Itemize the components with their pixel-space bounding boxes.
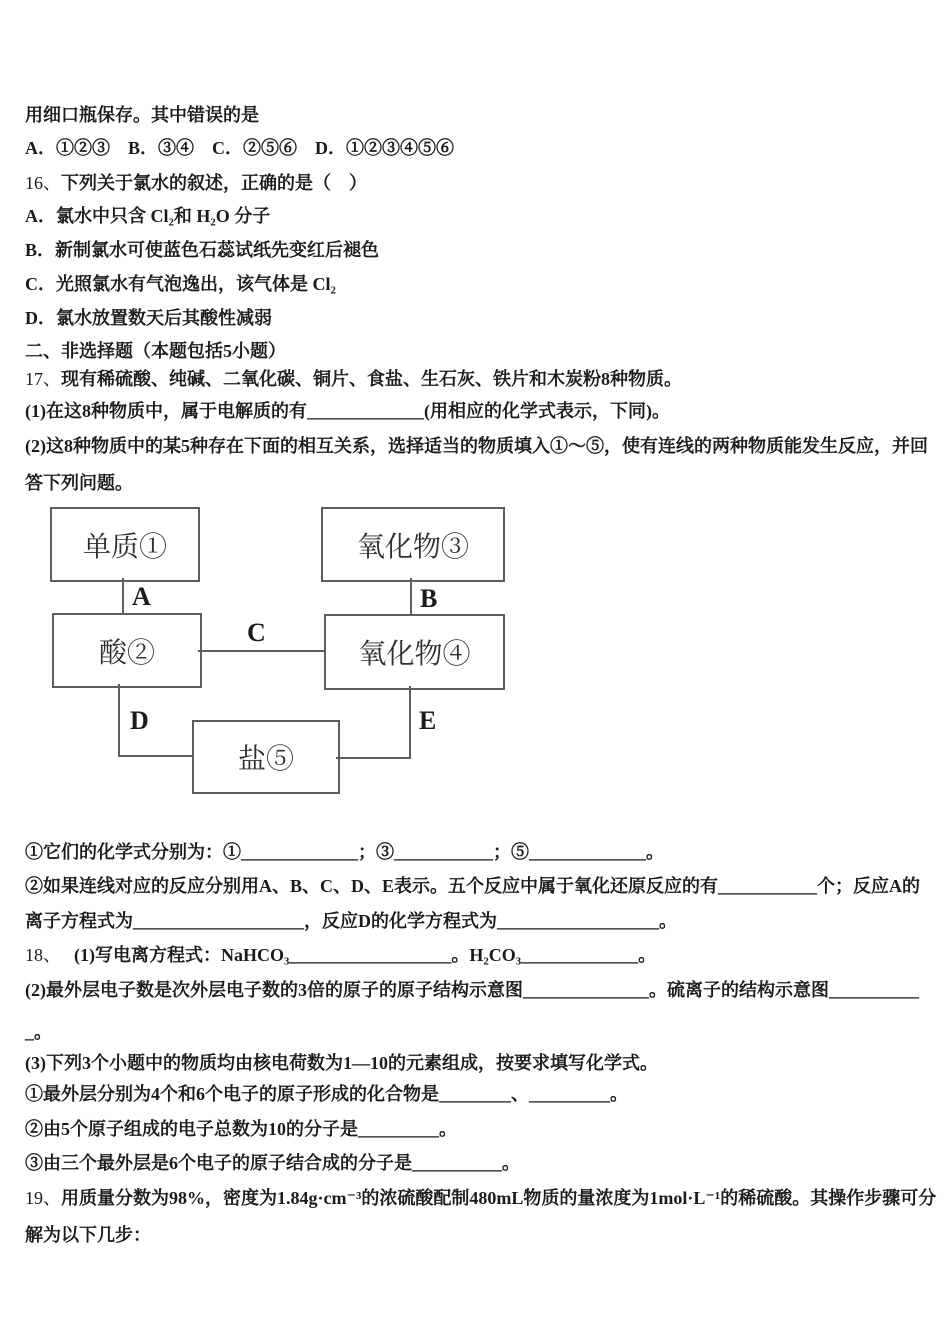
line-q19-stem: [25, 1186, 936, 1210]
diagram-box-salt-5: [192, 720, 340, 794]
question-16-number: 16、: [25, 173, 61, 193]
connector-line-a: [122, 578, 124, 614]
line-q18-part3-sub1: ①最外层分别为4个和6个电子的原子形成的化合物是________、_________。: [25, 1084, 628, 1104]
question-19-number: 19、: [25, 1188, 61, 1208]
line-q18-part3-sub3: ③由三个最外层是6个电子的原子结合成的分子是__________。: [25, 1153, 520, 1173]
question-18-text: (1)写电离方程式：NaHCO₃__________________。H₂CO₃_____________。: [74, 945, 657, 965]
diagram-box-acid-2: [52, 613, 202, 688]
connector-label-b: B: [420, 584, 438, 613]
line-preserve-statement: 用细口瓶保存。其中错误的是: [25, 105, 259, 125]
connector-label-d: D: [130, 706, 149, 735]
line-q17-part2: (2)这8种物质中的某5种存在下面的相互关系，选择适当的物质填入①～⑤，使有连线的两种物质能发生反应，并回: [25, 436, 928, 456]
question-17-text: 现有稀硫酸、纯碱、二氧化碳、铜片、食盐、生石灰、铁片和木炭粉8种物质。: [61, 369, 682, 389]
line-q18-part1: [25, 943, 656, 967]
line-q18-part3-sub2: ②由5个原子组成的电子总数为10的分子是_________。: [25, 1119, 457, 1139]
line-q16-option-d: D．氯水放置数天后其酸性减弱: [25, 308, 272, 328]
line-q17-stem: [25, 367, 682, 391]
connector-line-b: [410, 578, 412, 615]
connector-line-d-horizontal: [118, 755, 194, 757]
line-q17-part1: (1)在这8种物质中，属于电解质的有_____________(用相应的化学式表示，下同)。: [25, 401, 670, 421]
diagram-box-element-1: [50, 507, 200, 582]
question-18-number: 18、: [25, 945, 61, 965]
diagram-box-oxide-4-label: 氧化物④: [358, 639, 471, 670]
line-q17-sub1: ①它们的化学式分别为：①_____________；③___________；⑤_____________。: [25, 842, 664, 862]
diagram-box-salt-5-label: 盐⑤: [237, 744, 294, 775]
question-19-text: 用质量分数为98%，密度为1.84g·cm⁻³的浓硫酸配制480mL物质的量浓度为1mol·L⁻¹的稀硫酸。其操作步骤可分: [61, 1188, 937, 1208]
line-q17-part2-cont: 答下列问题。: [25, 473, 133, 493]
line-q16-stem: [25, 171, 367, 195]
line-q18-part2: (2)最外层电子数是次外层电子数的3倍的原子的原子结构示意图______________。硫离子的结构示意图__________: [25, 980, 919, 1000]
connector-label-e: E: [419, 706, 437, 735]
diagram-box-acid-2-label: 酸②: [98, 637, 155, 669]
line-q19-stem-cont: 解为以下几步：: [25, 1225, 151, 1245]
line-q16-option-c: C．光照氯水有气泡逸出，该气体是 Cl₂: [25, 274, 336, 294]
diagram-box-element-1-label: 单质①: [82, 531, 167, 563]
connector-label-c: C: [247, 618, 266, 647]
line-section-2-header: 二、非选择题（本题包括5小题）: [25, 341, 286, 361]
line-q16-option-b: B．新制氯水可使蓝色石蕊试纸先变红后褪色: [25, 240, 380, 260]
line-q15-options: A．①②③ B．③④ C．②⑤⑥ D．①②③④⑤⑥: [25, 138, 455, 158]
connector-label-a: A: [132, 582, 151, 611]
line-q17-sub2: ②如果连线对应的反应分别用A、B、C、D、E表示。五个反应中属于氧化还原反应的有___________个；反应A的: [25, 876, 921, 896]
line-q18-part3: (3)下列3个小题中的物质均由核电荷数为1—10的元素组成，按要求填写化学式。: [25, 1053, 658, 1073]
line-q17-sub2-cont: 离子方程式为___________________，反应D的化学方程式为__________________。: [25, 911, 677, 931]
question-17-number: 17、: [25, 369, 61, 389]
diagram-box-oxide-4: [324, 614, 505, 690]
connector-line-e-horizontal: [336, 757, 411, 759]
connector-line-e-vertical: [409, 686, 411, 759]
line-q18-part2-cont: _。: [25, 1022, 52, 1042]
diagram-box-oxide-3: [321, 507, 505, 582]
connector-line-c: [198, 650, 324, 652]
diagram-box-oxide-3-label: 氧化物③: [356, 531, 469, 563]
question-16-text: 下列关于氯水的叙述，正确的是（ ）: [61, 173, 367, 193]
connector-line-d-vertical: [118, 684, 120, 757]
line-q16-option-a: A．氯水中只含 Cl₂和 H₂O 分子: [25, 206, 271, 226]
